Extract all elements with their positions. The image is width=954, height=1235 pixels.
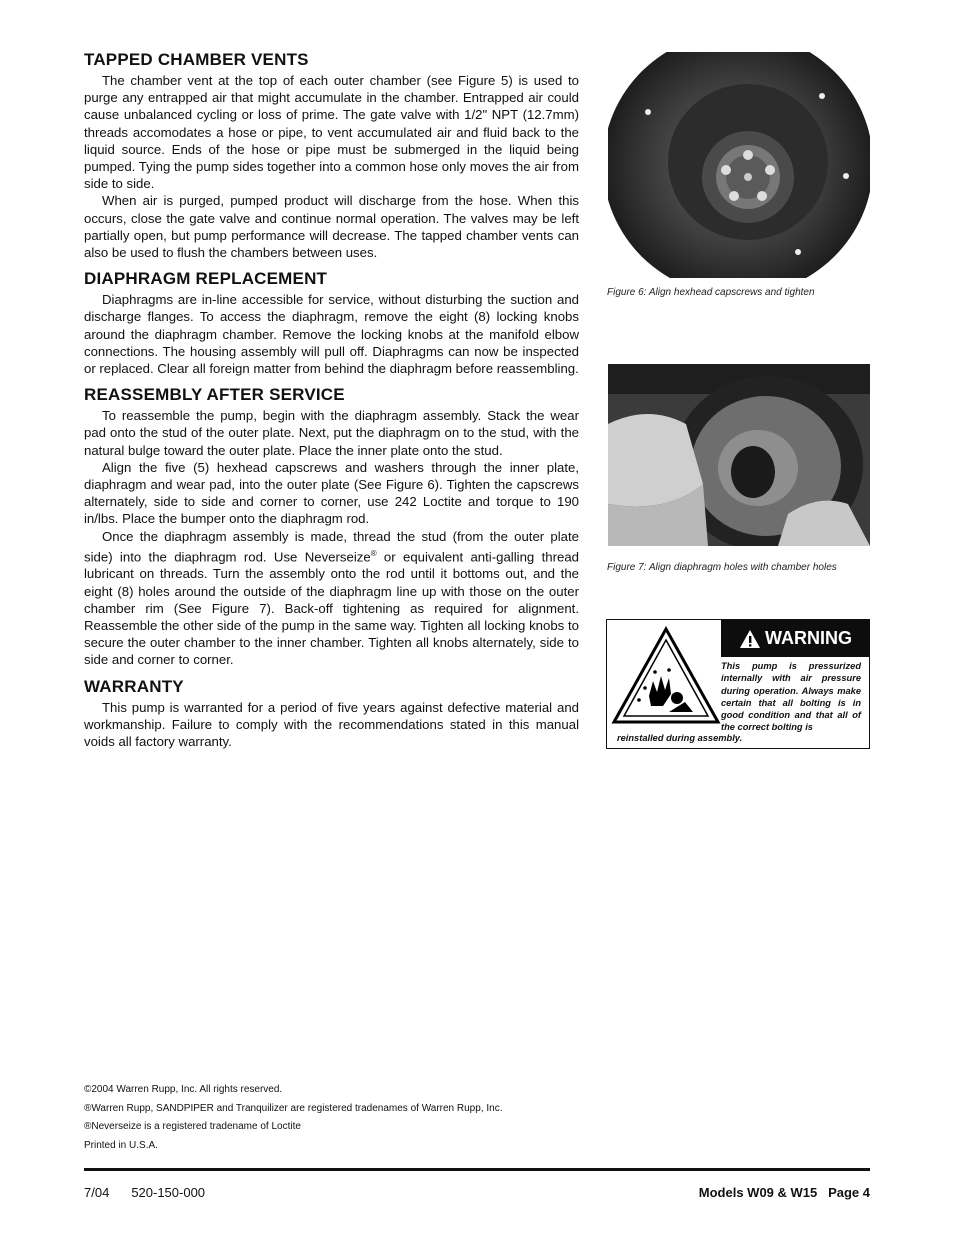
main-text-column [84,50,579,750]
warning-text-last-line: reinstalled during assembly. [617,733,743,743]
paragraph-part: Once the diaphragm assembly is made, thread the stud (from the outer plate side) into the diaphragm rod. Use Neverseize [84,528,579,565]
warning-header [721,620,870,657]
paragraph: This pump is warranted for a period of five years against defective material and workmanship. Failure to comply with the recommendations stated in this manual voids all factory warranty. [84,699,579,750]
footer-left [84,1185,227,1200]
footer-models-page: Models W09 & W15 Page 4 [698,1185,870,1200]
legal-line: ®Warren Rupp, SANDPIPER and Tranquilizer are registered tradenames of Warren Rupp, Inc. [84,1103,503,1114]
warning-triangle-icon [739,629,761,649]
figure-7-photo [608,364,870,546]
figure-6-caption: Figure 6: Align hexhead capscrews and tighten [607,287,815,298]
paragraph: To reassemble the pump, begin with the diaphragm assembly. Stack the wear pad onto the stud of the outer plate. Next, put the diaphragm on to the stud, with the natural bulge toward the outer plate. Place the inner plate onto the stud. [84,408,579,458]
legal-line: ®Neverseize is a registered tradename of Loctite [84,1121,301,1132]
paragraph: Align the five (5) hexhead capscrews and washers through the inner plate, diaphragm and wear pad, into the outer plate (See Figure 6). Tighten the capscrews alternately, side to side and corner to corner, use 242 Loctite and torque to 190 in/lbs. Place the bumper onto the diaphragm rod. [84,459,579,527]
legal-line: ©2004 Warren Rupp, Inc. All rights reserved. [84,1084,283,1095]
figure-7-caption: Figure 7: Align diaphragm holes with chamber holes [607,562,837,573]
legal-line: Printed in U.S.A. [84,1140,158,1151]
footer-date: 7/04 [84,1185,110,1200]
warning-box [606,619,870,749]
paragraph: The chamber vent at the top of each outer chamber (see Figure 5) is used to purge any entrapped air that might accumulate in the chamber. Entrapped air could cause unbalanced cycling or loss of prime. The gate valve with 1/2" NPT (12.7mm) threads accomodates a hose or pipe, to vent accumulated air and fluid back to the liquid source. Ends of the hose or pipe must be submerged in the liquid being pumped. Tying the pump sides together into a common hose only moves the air from side to side. [84,73,579,192]
explosion-hazard-icon [611,626,721,726]
paragraph-part: or equivalent anti-galling thread lubricant on threads. Turn the assembly onto the rod until it bottoms out, and the eight (8) holes around the outside of the diaphragm line up with those on the outer chamber rim (See Figure 7). Back-off tightening as required for alignment. Reassemble the other side of the pump in the same way. Tighten all locking knobs to secure the outer chamber to the inner chamber. Tighten all knobs alternately, side to side and corner to corner. [84,549,579,668]
warning-text: This pump is pressurized internally with air pressure during operation. Always make certain that all bolting is in good condition and that all of the correct bolting is [721,661,861,733]
heading-diaphragm-replacement: DIAPHRAGM REPLACEMENT [84,269,328,289]
heading-reassembly-after-service: REASSEMBLY AFTER SERVICE [84,385,345,405]
paragraph: When air is purged, pumped product will discharge from the hose. When this occurs, close the gate valve and continue normal operation. The valves may be left partially open, but pump performance will decrease. The tapped chamber vents can also be used to flush the chambers between uses. [84,193,579,261]
heading-warranty: WARRANTY [84,676,184,696]
figure-6-photo [608,52,870,278]
heading-tapped-chamber-vents: TAPPED CHAMBER VENTS [84,50,309,69]
footer-rule [84,1168,870,1171]
footer-doc-number: 520-150-000 [131,1185,206,1200]
warning-title: WARNING [765,628,852,648]
paragraph: Diaphragms are in-line accessible for service, without disturbing the suction and discharge flanges. To access the diaphragm, remove the eight (8) locking knobs around the diaphragm chamber. Remove the locking knobs at the manifold elbow connections. The housing assembly will pull off. Diaphragms can now be inspected or replaced. Clear all foreign matter from behind the diaphragm before reassembling. [84,292,579,377]
registered-mark: ® [370,548,377,558]
paragraph [84,528,579,669]
